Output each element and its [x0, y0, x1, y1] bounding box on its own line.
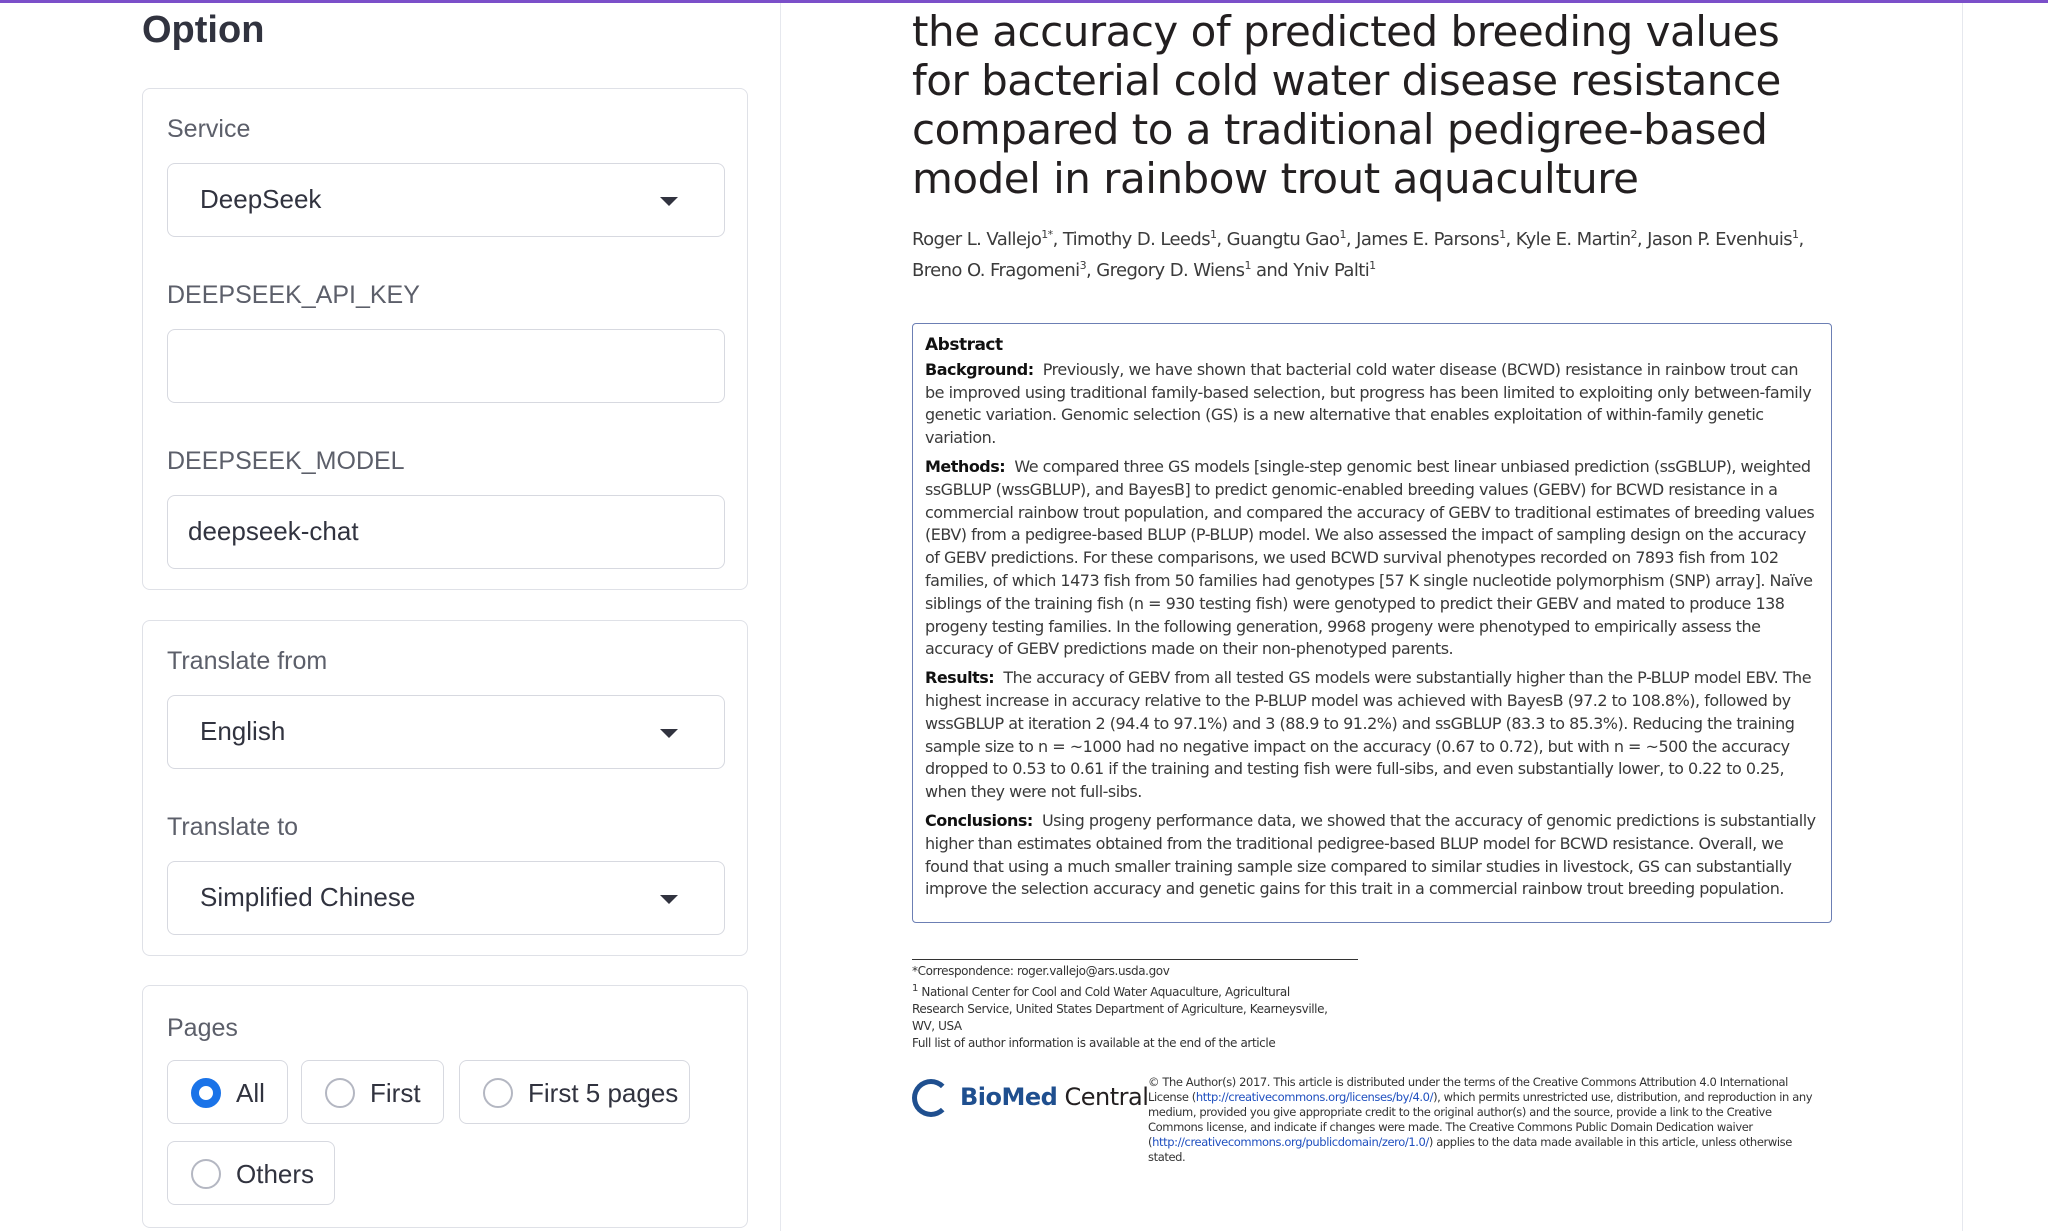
translate-to-label: Translate to	[167, 813, 299, 841]
chevron-down-icon	[660, 729, 678, 738]
pages-option-first-label: First	[370, 1078, 421, 1108]
abstract-heading: Abstract	[925, 335, 1003, 355]
service-select[interactable]	[167, 163, 725, 237]
radio-selected-icon	[191, 1078, 221, 1108]
biomed-central-logo	[912, 1077, 1149, 1121]
pages-option-first-5-label: First 5 pages	[528, 1078, 679, 1108]
language-settings-card	[142, 620, 748, 956]
author-line-1: Roger L. Vallejo$^{1*}$, Timothy D. Leeds$^1$, Guangtu Gao$^1$, James E. Parsons$^1$, Kyle E. Martin$^2$, Jason P. Evenhuis$^1$,	[912, 228, 1804, 250]
service-select-value: DeepSeek	[200, 184, 322, 214]
correspondence: *Correspondence: roger.vallejo@ars.usda.gov	[912, 964, 1170, 978]
pages-option-others[interactable]	[167, 1141, 335, 1205]
abstract-conclusions: Conclusions: Using progeny performance data, we showed that the accuracy of genomic predictions is substantially higher than estimates obtained from the traditional pedigree-based BLUP model for BCWD resistance. Overall, we found that using a much smaller training sample size compared to similar studies in livestock, GS can substantially improve the selection accuracy and genetic gains for this trait in a commercial rainbow trout breeding population.	[925, 810, 1816, 899]
author-line-2: Breno O. Fragomeni$^3$, Gregory D. Wiens$^1$ and Yniv Palti$^1$	[912, 259, 1376, 281]
api-key-label: DEEPSEEK_API_KEY	[167, 281, 420, 309]
service-label: Service	[167, 115, 251, 143]
pages-option-first-5[interactable]	[459, 1060, 690, 1124]
abstract-results: Results: The accuracy of GEBV from all tested GS models were substantially higher than the P-BLUP model EBV. The highest increase in accuracy relative to the P-BLUP model was achieved with BayesB (97.2 to 108.8%), followed by wssGBLUP at iteration 2 (94.4 to 97.1%) and 3 (88.9 to 91.2%) and ssGBLUP (83.3 to 85.3%). Reducing the training sample size to n = ~1000 had no negative impact on the accuracy (0.67 to 0.72), but with n = ~500 the accuracy dropped to 0.53 to 0.61 if the training and testing fish were full-sibs, and even substantially lower, to 0.22 to 0.25, when they were not full-sibs.	[925, 668, 1812, 802]
radio-unselected-icon	[483, 1078, 513, 1108]
license-link[interactable]: http://creativecommons.org/licenses/by/4.0/	[1195, 1090, 1434, 1104]
biomed-ring-icon	[912, 1079, 950, 1117]
abstract-background: Background: Previously, we have shown that bacterial cold water disease (BCWD) resistance in rainbow trout can be improved using traditional family-based selection, but progress has been limited to exploiting only between-family genetic variation. Genomic selection (GS) is a new alternative that enables exploitation of within-family genetic variation.	[925, 359, 1812, 448]
options-panel	[0, 3, 781, 1231]
document-preview[interactable]	[782, 3, 1963, 1231]
model-input[interactable]	[167, 495, 725, 569]
model-input-value: deepseek-chat	[188, 516, 359, 546]
footnotes	[912, 963, 1342, 1052]
pages-option-first[interactable]	[301, 1060, 444, 1124]
license-text: © The Author(s) 2017. This article is distributed under the terms of the Creative Commons Attribution 4.0 International License (http://creativecommons.org/licenses/by/4.0/), which permits unrestricted use, distribution, and reproduction in any medium, provided you give appropriate credit to the original author(s) and the source, provide a link to the Creative Commons license, and indicate if changes were made. The Creative Commons Public Domain Dedication waiver (http://creativecommons.org/publicdomain/zero/1.0/) applies to the data made available in this article, unless otherwise stated.	[1148, 1075, 1813, 1164]
footnote-divider	[912, 959, 1358, 960]
abstract-box	[912, 323, 1832, 923]
chevron-down-icon	[660, 197, 678, 206]
translate-from-select[interactable]	[167, 695, 725, 769]
author-info-note: Full list of author information is available at the end of the article	[912, 1036, 1276, 1050]
model-label: DEEPSEEK_MODEL	[167, 447, 405, 475]
pages-card	[142, 985, 748, 1228]
translate-to-value: Simplified Chinese	[200, 882, 416, 912]
translate-from-label: Translate from	[167, 647, 328, 675]
pages-option-all[interactable]	[167, 1060, 288, 1124]
radio-unselected-icon	[325, 1078, 355, 1108]
author-list	[912, 222, 1892, 284]
logo-text: BioMed Central	[960, 1083, 1149, 1111]
api-key-input[interactable]	[167, 329, 725, 403]
pages-label: Pages	[167, 1014, 238, 1042]
pages-option-others-label: Others	[236, 1159, 315, 1189]
service-settings-card	[142, 88, 748, 590]
chevron-down-icon	[660, 895, 678, 904]
translate-to-select[interactable]	[167, 861, 725, 935]
affiliation: $^1$ National Center for Cool and Cold Water Aquaculture, Agricultural Research Service, United States Department of Agriculture, Kearneysville, WV, USA	[912, 983, 1328, 1033]
translate-from-value: English	[200, 716, 286, 746]
options-title: Option	[142, 9, 265, 51]
abstract-methods: Methods: We compared three GS models [single-step genomic best linear unbiased prediction (ssGBLUP), weighted ssGBLUP (wssGBLUP), and BayesB] to predict genomic-enabled breeding values (GEBV) for BCWD resistance in a commercial rainbow trout population, and compared the accuracy of GEBV to traditional estimates of breeding values (EBV) from a pedigree-based BLUP (P-BLUP) model. We also assessed the impact of sampling design on the accuracy of GEBV predictions. For these comparisons, we used BCWD survival phenotypes recorded on 7893 fish from 102 families, of which 1473 fish from 50 families had genotypes [57 K single nucleotide polymorphism (SNP) array]. Naïve siblings of the training fish (n = 930 testing fish) were genotyped to predict their GEBV and mated to produce 138 progeny testing families. In the following generation, 9968 progeny were phenotyped to empirically assess the accuracy of GEBV predictions made on their non-phenotyped parents.	[925, 456, 1815, 659]
public-domain-link[interactable]: http://creativecommons.org/publicdomain/zero/1.0/	[1152, 1135, 1429, 1149]
pages-option-all-label: All	[236, 1078, 265, 1108]
paper-title: the accuracy of predicted breeding values for bacterial cold water disease resistance compared to a traditional pedigree-based model in rainbow trout aquaculture	[912, 7, 1781, 203]
radio-unselected-icon	[191, 1159, 221, 1189]
